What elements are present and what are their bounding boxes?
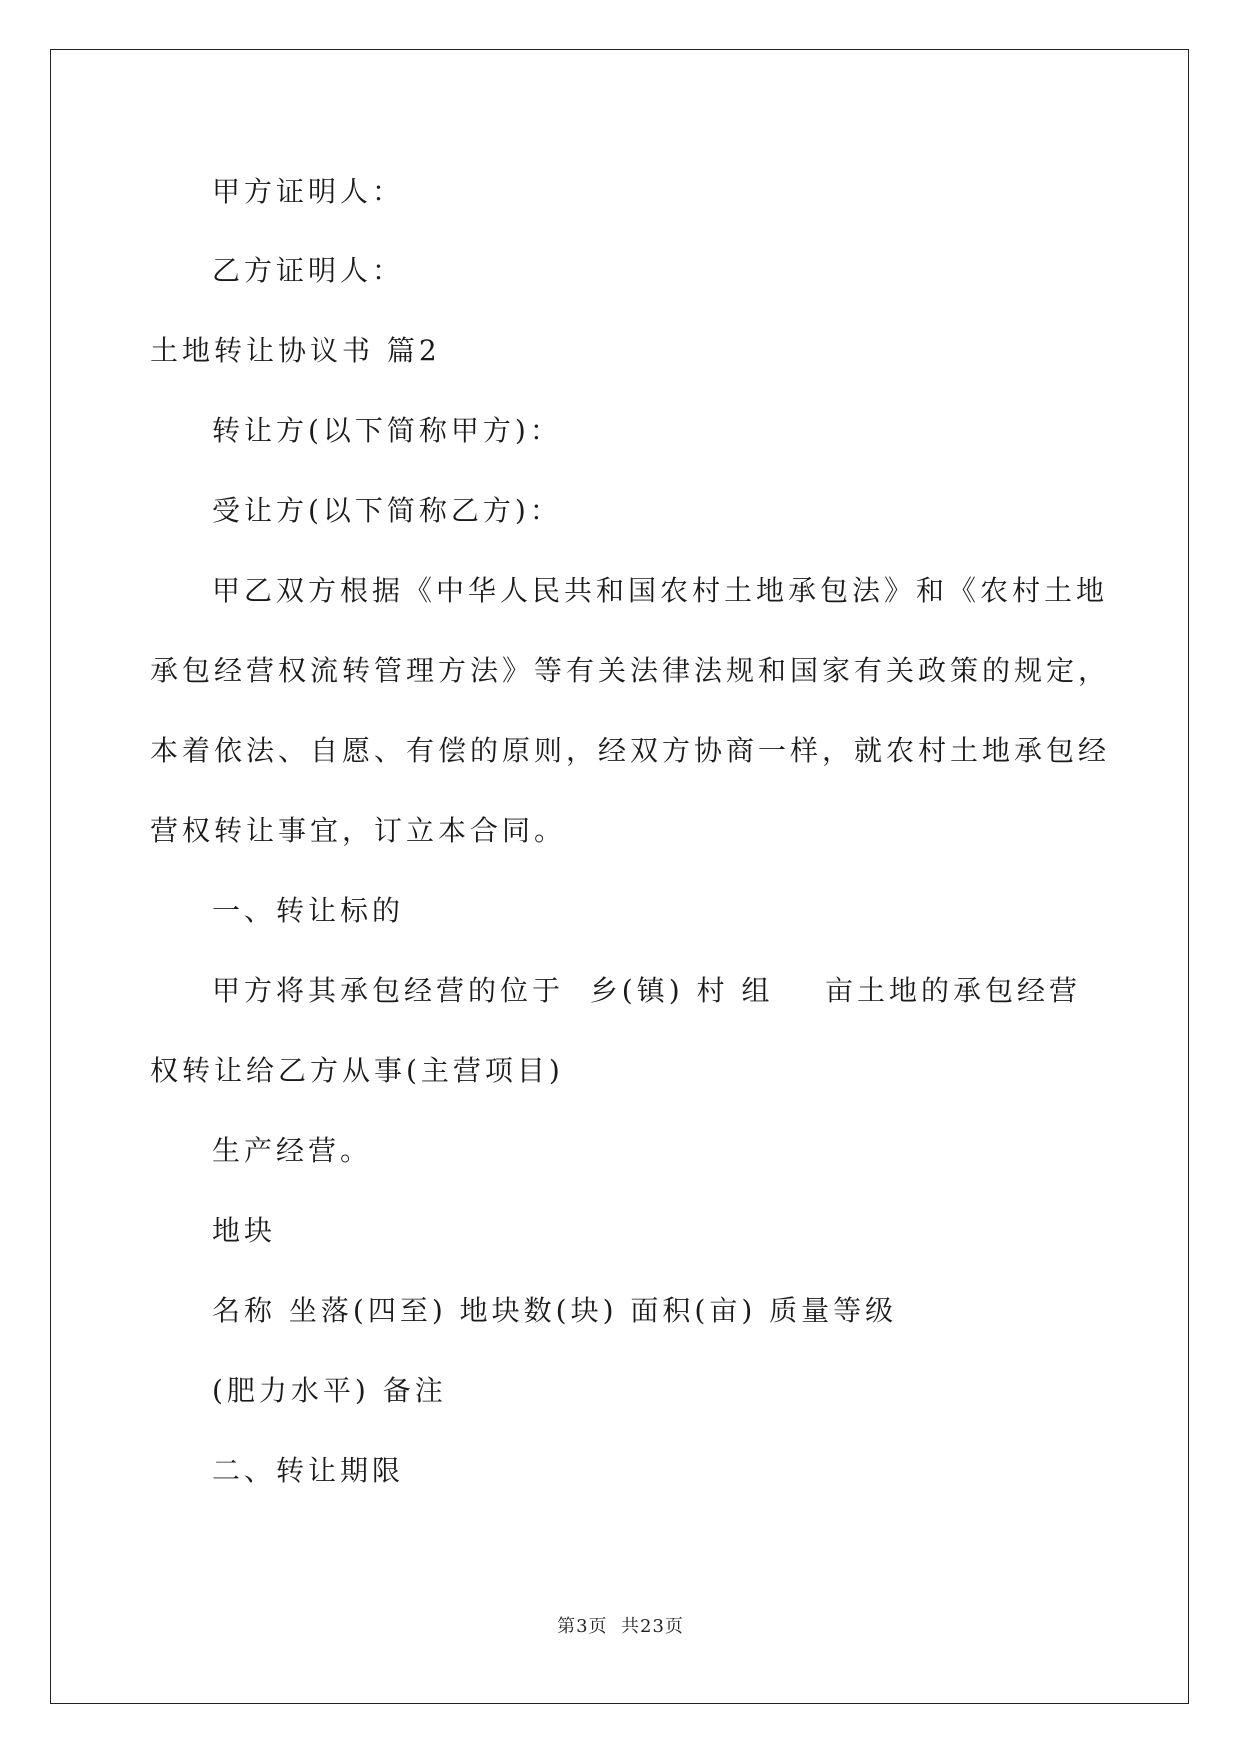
transferee-line: 受让方(以下简称乙方)： <box>212 494 562 527</box>
plot-label: 地块 <box>212 1214 277 1247</box>
party-a-witness: 甲方证明人： <box>212 175 405 208</box>
preamble-line-4: 营权转让事宜，订立本合同。 <box>150 814 567 847</box>
transferor-line: 转让方(以下简称甲方)： <box>212 414 562 447</box>
page-footer: 第3页 共23页 <box>557 1616 684 1637</box>
section-1-line-3: 生产经营。 <box>212 1134 373 1167</box>
section-1-line-1: 甲方将其承包经营的位于 乡(镇) 村 组 亩土地的承包经营 <box>212 974 1082 1007</box>
preamble-line-2: 承包经营权流转管理方法》等有关法律法规和国家有关政策的规定， <box>150 654 1111 687</box>
section-2-heading: 二、转让期限 <box>212 1454 405 1487</box>
section-1-heading: 一、转让标的 <box>212 894 405 927</box>
section-1-line-2: 权转让给乙方从事(主营项目) <box>150 1054 564 1087</box>
party-b-witness: 乙方证明人： <box>212 254 405 287</box>
plot-columns-line-1: 名称 坐落(四至) 地块数(块) 面积(亩) 质量等级 <box>212 1294 898 1327</box>
preamble-line-1: 甲乙双方根据《中华人民共和国农村土地承包法》和《农村土地 <box>212 574 1109 607</box>
agreement-title: 土地转让协议书 篇2 <box>150 334 441 367</box>
plot-columns-line-2: (肥力水平) 备注 <box>212 1374 447 1407</box>
preamble-line-3: 本着依法、自愿、有偿的原则，经双方协商一样，就农村土地承包经 <box>150 734 1111 767</box>
